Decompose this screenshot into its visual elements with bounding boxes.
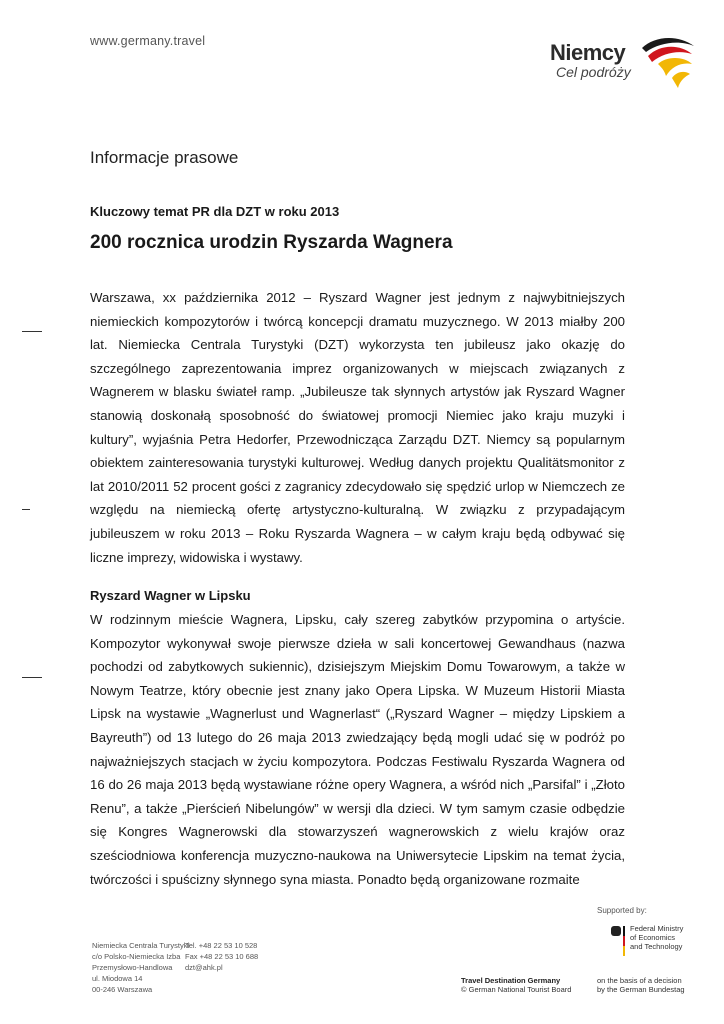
section-title: Informacje prasowe [90, 148, 239, 167]
office-address: Niemiecka Centrala Turystyki c/o Polsko-Niemiecka Izba Przemysłowo-Handlowa ul. Miodowa 14 00-246 Warszawa [92, 941, 190, 994]
headline: 200 rocznica urodzin Ryszarda Wagnera [90, 232, 453, 253]
niemcy-logo [540, 34, 700, 94]
tdg-credit [461, 976, 571, 994]
section-heading-leipzig: Ryszard Wagner w Lipsku [90, 588, 251, 603]
margin-fold-mark [22, 677, 42, 678]
margin-fold-mark [22, 331, 42, 332]
ministry-name: Federal Ministry of Economics and Technology [630, 924, 684, 951]
tdg-title: Travel Destination Germany [461, 976, 561, 985]
federal-eagle-icon [608, 924, 626, 958]
tdg-subtitle: © German National Tourist Board [461, 985, 572, 994]
logo-subtitle: Cel podróży [556, 64, 631, 80]
office-contact: Tel. +48 22 53 10 528 Fax +48 22 53 10 688 dzt@ahk.pl [185, 941, 259, 972]
flag-swoosh-icon [636, 34, 700, 90]
bundestag-decision-note: on the basis of a decision by the German Bundestag [597, 976, 685, 994]
logo-title: Niemcy [550, 40, 626, 65]
ministry-logo [608, 924, 708, 960]
subheading: Kluczowy temat PR dla DZT w roku 2013 [90, 204, 340, 219]
supported-by-label: Supported by: [597, 906, 647, 915]
paragraph-intro: Warszawa, xx października 2012 – Ryszard Wagner jest jednym z najwybitniejszych niemieckich kompozytorów i twórcą koncepcji dramatu muzycznego. W 2013 miałby 200 lat. Niemiecka Centrala Turystyki (DZT) wykorzysta ten jubileusz jako okazję do szczególnego zaprezentowania imprez organizowanych w miejscach związanych z Wagnerem w blasku świateł ramp. „Jubileusze tak słynnych artystów jak Ryszard Wagner stanowią doskonałą sposobność do światowej promocji Niemiec jako kraju muzyki i kultury”, wyjaśnia Petra Hedorfer, Przewodnicząca Zarządu DZT. Niemcy są popularnym obiektem zainteresowania turystyki kulturowej. Według danych projektu Qualitätsmonitor z lat 2010/2011 52 procent gości z zagranicy zdecydowało się spędzić urlop w Niemczech ze względu na niemiecką ofertę artystyczno-kulturalną. W związku z przypadającym jubileuszem w roku 2013 – Roku Ryszarda Wagnera – w całym kraju będą odbywać się liczne imprezy, widowiska i wystawy. [90, 290, 625, 565]
website-url: www.germany.travel [90, 34, 206, 48]
paragraph-leipzig: W rodzinnym mieście Wagnera, Lipsku, cały szereg zabytków przypomina o artyście. Kompozytor wykonywał swoje pierwsze dzieła w sali koncertowej Gewandhaus (nazwa pochodzi od zabytkowych sukiennic), dzisiejszym Miejskim Domu Towarowym, a także w Nowym Teatrze, który obecnie jest znany jako Opera Lipska. W Muzeum Historii Miasta Lipsk na wystawie „Wagnerlust und Wagnerlast“ („Ryszard Wagner – między Lipskiem a Bayreuth”) od 13 lutego do 26 maja 2013 zwiedzający będą mogli udać się w podróż po najważniejszych stacjach w życiu kompozytora. Podczas Festiwalu Ryszarda Wagnera od 16 do 26 maja 2013 będą wystawiane różne opery Wagnera, a wśród nich „Parsifal” i „Złoto Renu”, a także „Pierścień Nibelungów” w wersji dla dzieci. W tym samym czasie odbędzie się Kongres Wagnerowski dla stowarzyszeń wagnerowskich z wielu krajów oraz sześciodniowa konferencja muzyczno-naukowa na Uniwersytecie Lipskim na temat życia, twórczości i spuścizny słynnego syna miasta. Ponadto będą organizowane rozmaite [90, 612, 625, 887]
margin-center-mark [22, 509, 30, 510]
